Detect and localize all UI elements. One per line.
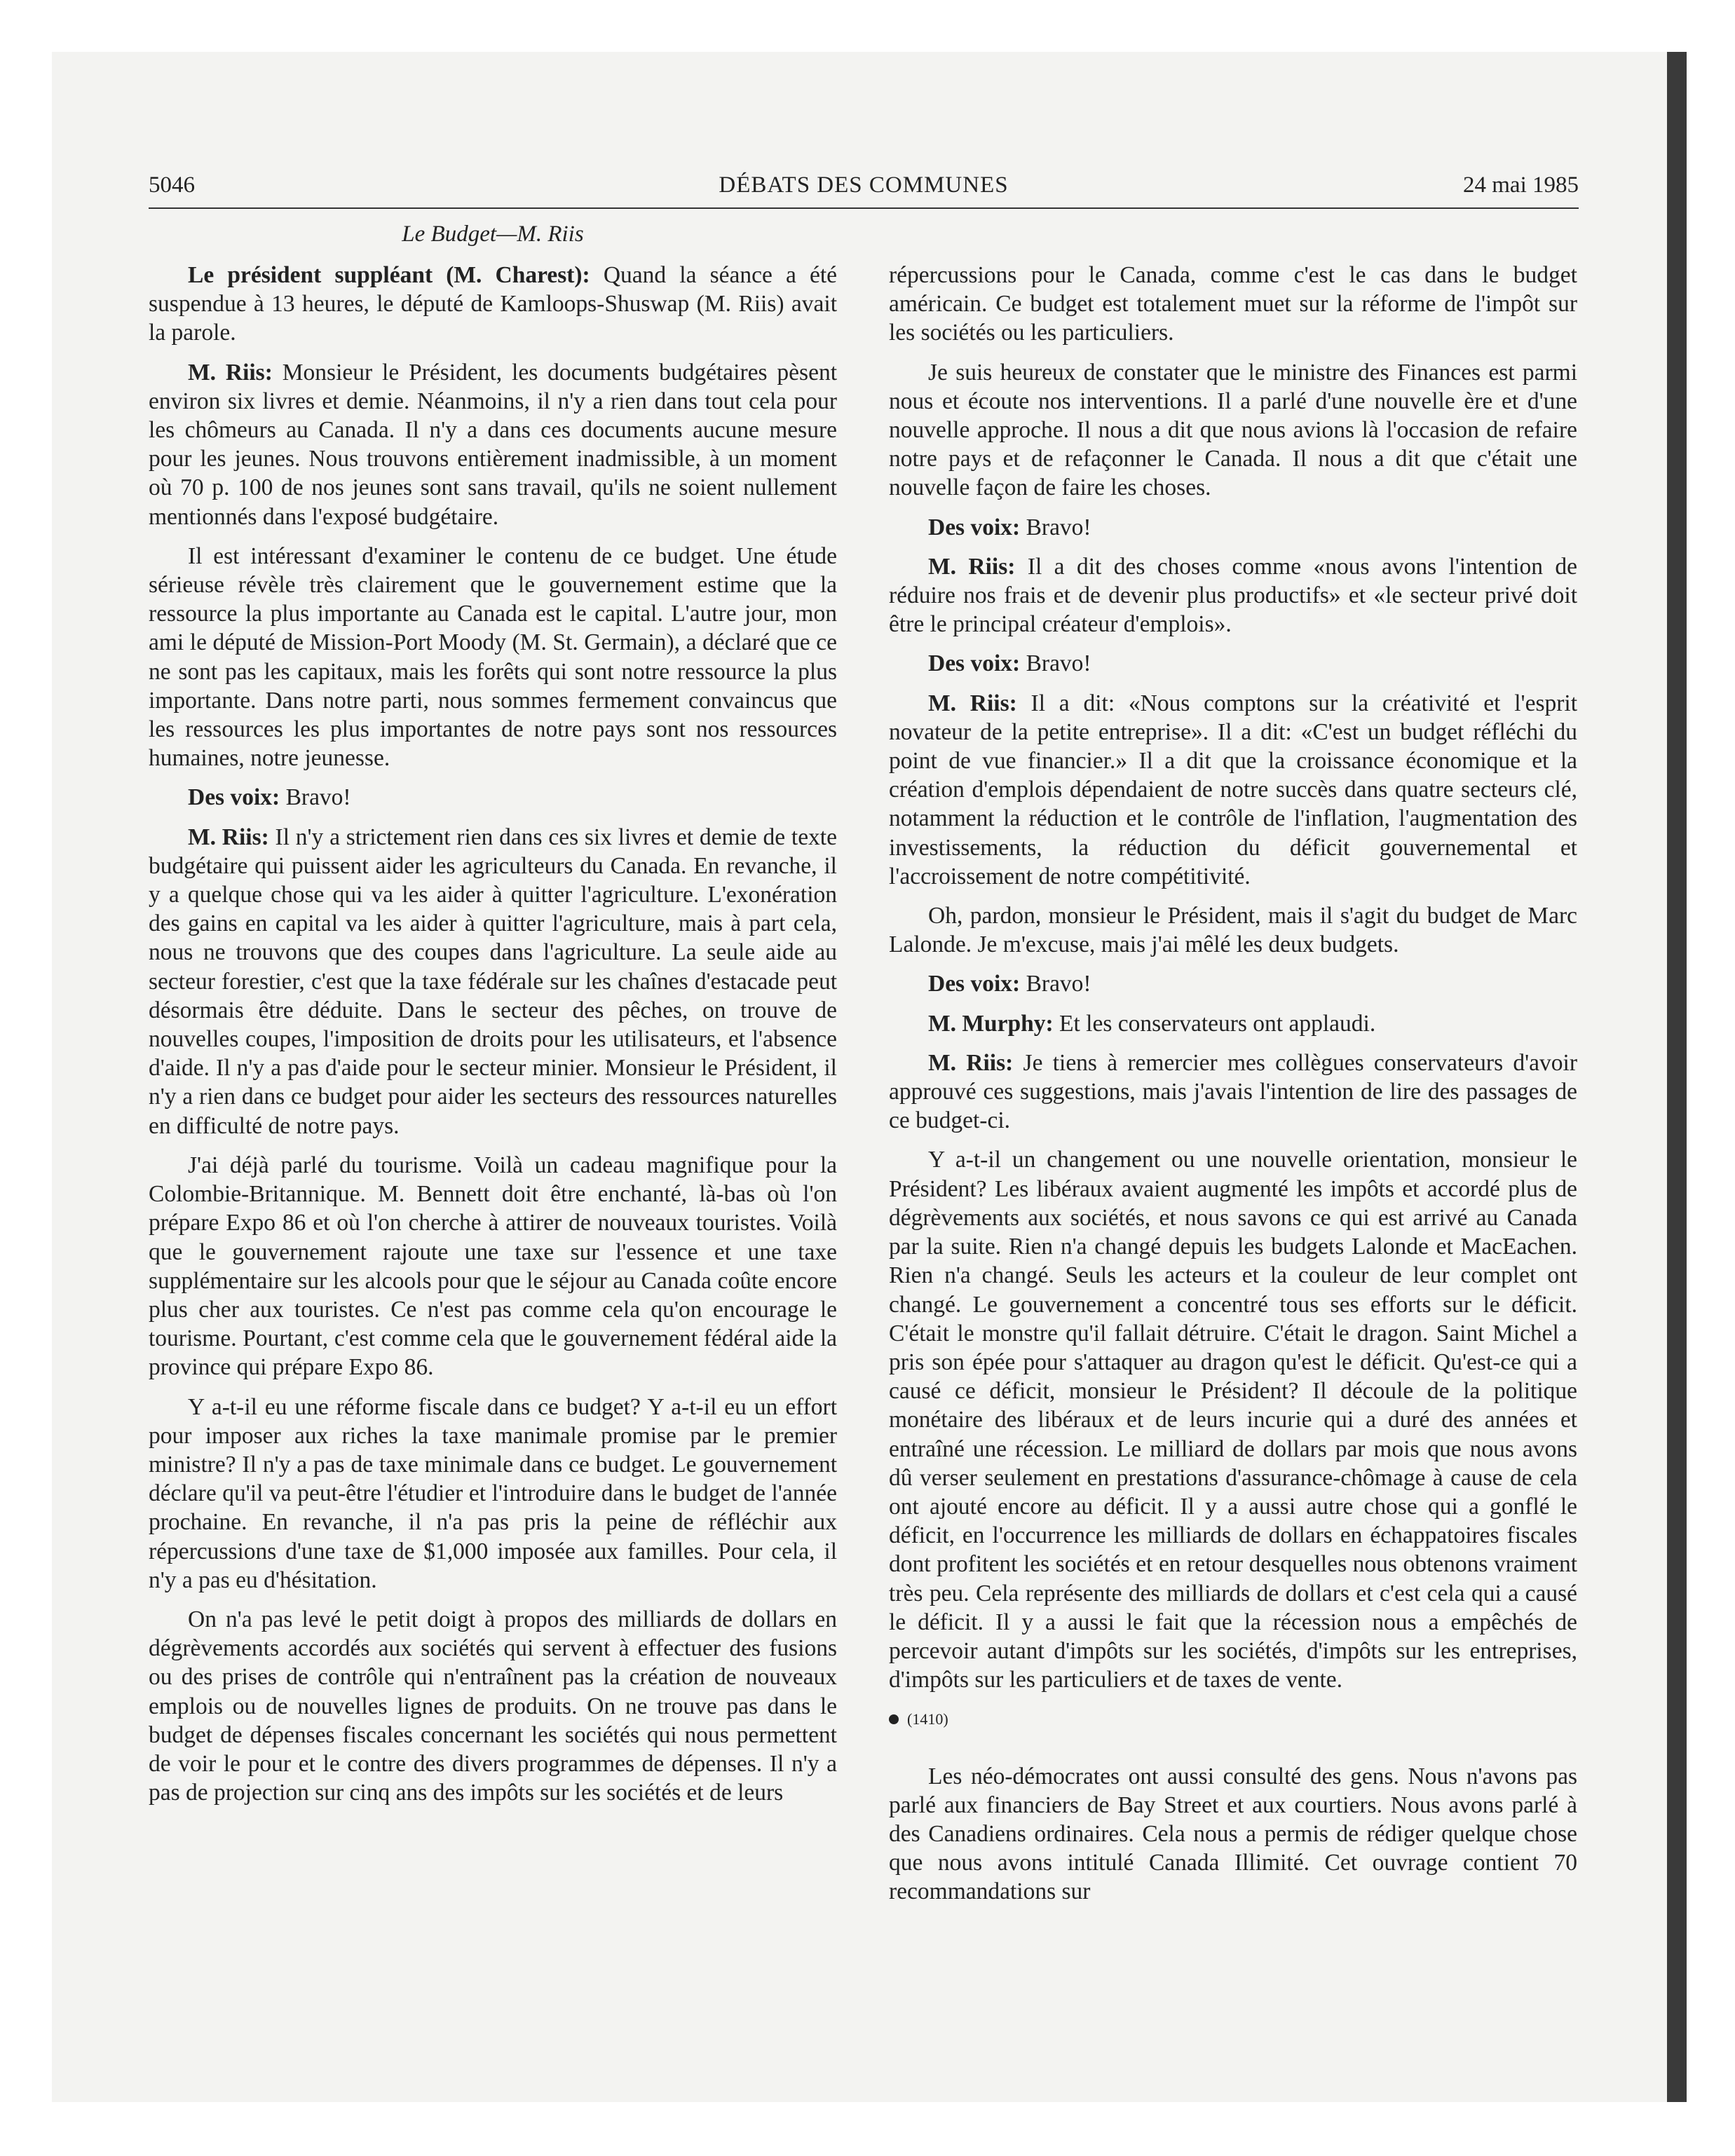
- page-spine-shadow: [1667, 52, 1687, 2102]
- speaker-name: Le président suppléant (M. Charest):: [188, 262, 590, 288]
- paragraph-text: Il est intéressant d'examiner le contenu de ce budget. Une étude sérieuse révèle très clairement que le gouvernement estime que la ressource la plus importante au Canada est le capital. L'autre jour, mon ami le député de Mission-Port Moody (M. St. Germain), a déclaré que ce ne sont pas les capitaux, mais les forêts qui sont notre ressource la plus importante. Dans notre parti, nous sommes fermement convaincus que les ressources les plus importantes de notre pays sont nos ressources humaines, notre jeunesse.: [149, 543, 837, 772]
- paragraph: [889, 689, 1577, 891]
- left-column: [149, 261, 837, 1817]
- paragraph-text: Il a dit: «Nous comptons sur la créativité et l'esprit novateur de la petite entreprise». Il a dit: «C'est un budget réfléchi du point de vue financier.» Il a dit que la croissance économique et la création d'emplois dépendaient de notre succès dans quatre secteurs clé, notamment la réduction et le contrôle de l'inflation, l'augmentation des investissements, la réduction du déficit gouvernemental et l'accroissement de notre compétitivité.: [889, 690, 1577, 889]
- paragraph-text: Il a dit des choses comme «nous avons l'intention de réduire nos frais et de devenir plus productifs» et «le secteur privé doit être le principal créateur d'emplois».: [889, 553, 1577, 638]
- paragraph-text: Y a-t-il eu une réforme fiscale dans ce budget? Y a-t-il eu un effort pour imposer aux riches la taxe manimale promise par le premier ministre? Il n'y a pas de taxe minimale dans ce budget. Le gouvernement déclare qu'il va peut-être l'étudier et l'introduire dans le budget de l'année prochaine. En revanche, il n'a pas pris la peine de réfléchir aux répercussions d'une taxe de $1,000 imposée aux familles. Pour cela, il n'y a pas eu d'hésitation.: [149, 1393, 837, 1593]
- paragraph-text: Monsieur le Président, les documents budgétaires pèsent environ six livres et demie. Néanmoins, il n'y a rien dans tout cela pour les chômeurs au Canada. Il n'y a dans ces documents aucune mesure pour les jeunes. Nous trouvons entièrement inadmissible, à un moment où 70 p. 100 de nos jeunes sont sans travail, qu'ils ne soient nullement mentionnés dans l'exposé budgétaire.: [149, 359, 837, 530]
- paragraph: [889, 261, 1577, 348]
- paragraph-text: Quand la séance a été suspendue à 13 heures, le député de Kamloops-Shuswap (M. Riis) avait la parole.: [149, 262, 837, 346]
- paragraph: [889, 901, 1577, 959]
- paragraph: [149, 1151, 837, 1382]
- paragraph-text: Les néo-démocrates ont aussi consulté des gens. Nous n'avons pas parlé aux financiers de Bay Street et aux courtiers. Nous avons parlé à des Canadiens ordinaires. Cela nous a permis de rédiger quelque chose que nous avons intitulé Canada Illimité. Cet ouvrage contient 70 recommandations sur: [889, 1763, 1577, 1905]
- paragraph: [149, 1393, 837, 1595]
- speaker-name: M. Riis:: [188, 824, 269, 850]
- paragraph-text: Bravo!: [1020, 514, 1091, 540]
- bullet-icon: [889, 1714, 899, 1724]
- paragraph-text: Oh, pardon, monsieur le Président, mais il s'agit du budget de Marc Lalonde. Je m'excuse, mais j'ai mêlé les deux budgets.: [889, 903, 1577, 958]
- speaker-name: M. Riis:: [928, 690, 1017, 716]
- paragraph-text: Bravo!: [1020, 650, 1091, 677]
- paragraph-text: Je suis heureux de constater que le ministre des Finances est parmi nous et écoute nos interventions. Il a parlé d'une nouvelle ère et d'une nouvelle approche. Il nous a dit que nous avions là l'occasion de refaire notre pays et de refaçonner le Canada. Il nous a dit que c'était une nouvelle façon de faire les choses.: [889, 359, 1577, 501]
- paragraph: [149, 823, 837, 1140]
- paragraph: [889, 552, 1577, 639]
- paragraph-text: Y a-t-il un changement ou une nouvelle orientation, monsieur le Président? Les libéraux avaient augmenté les impôts et accordé plus de dégrèvements aux sociétés, et nous savons ce qui est arrivé au Canada par la suite. Rien n'a changé depuis les budgets Lalonde et MacEachen. Rien n'a changé. Seuls les acteurs et la couleur de leur complet ont changé. Le gouvernement a concentré tous ses efforts sur le déficit. C'était le monstre qu'il fallait détruire. C'était le dragon. Saint Michel a pris son épée pour s'attaquer au dragon qu'est le déficit. Qu'est-ce qui a causé ce déficit, monsieur le Président? Il découle de la politique monétaire des libéraux et de leurs incurie qui a duré des années et entraîné une récession. Le milliard de dollars par mois que nous avons dû verser seulement en prestations d'assurance-chômage à cause de cela ont ajouté encore au déficit. Il y a aussi autre chose qui a gonflé le déficit, en l'occurrence les milliards de dollars en échappatoires fiscales dont profitent les sociétés et en retour desquelles nous obtenons vraiment très peu. Cela représente des milliards de dollars et c'est cela qui a causé le déficit. Il y a aussi le fait que la récession nous a empêchés de percevoir autant d'impôts sur les sociétés, d'impôts sur les entreprises, d'impôts sur les particuliers et de taxes de vente.: [889, 1147, 1577, 1693]
- speaker-name: M. Riis:: [928, 553, 1016, 580]
- paragraph: [149, 261, 837, 348]
- paragraph-text: On n'a pas levé le petit doigt à propos des milliards de dollars en dégrèvements accordés aux sociétés qui servent à effectuer des fusions ou des prises de contrôle qui n'entraînent pas la création de nouveaux emplois ou de nouvelles lignes de produits. On ne trouve pas dans le budget de dépenses fiscales concernant les sociétés qui nous permettent de voir le pour et le contre des divers programmes de dépenses. Il n'y a pas de projection sur cinq ans des impôts sur les sociétés et de leurs: [149, 1606, 837, 1806]
- time-marker: [889, 1705, 1577, 1733]
- paragraph-text: Il n'y a strictement rien dans ces six livres et demie de texte budgétaire qui puissent aider les agriculteurs du Canada. En revanche, il y a quelque chose qui va les aider à quitter l'agriculture. L'exonération des gains en capital va les aider à quitter l'agriculture, mais à part cela, nous ne trouvons que des coupes dans l'agriculture. La seule aide au secteur forestier, c'est que la taxe fédérale sur les chaînes d'estacade peut désormais être déduite. Dans le secteur des pêches, on trouve de nouvelles coupes, l'imposition de droits pour les utilisateurs, et l'absence d'aide. Il n'y a pas d'aide pour le secteur minier. Monsieur le Président, il n'y a rien dans ce budget pour aider les secteurs des ressources naturelles en difficulté de notre pays.: [149, 824, 837, 1139]
- paragraph-text: Je tiens à remercier mes collègues conservateurs d'avoir approuvé ces suggestions, mais j'avais l'intention de lire des passages de ce budget-ci.: [889, 1049, 1577, 1134]
- time-marker-label: (1410): [907, 1710, 948, 1728]
- paragraph-text: J'ai déjà parlé du tourisme. Voilà un cadeau magnifique pour la Colombie-Britannique. M. Bennett doit être enchanté, là-bas où l'on prépare Expo 86 et où l'on cherche à attirer de nouveaux touristes. Voilà que le gouvernement rajoute une taxe sur l'essence et une taxe supplémentaire sur les alcools pour que le séjour au Canada coûte encore plus cher aux touristes. Ce n'est pas comme cela qu'on encourage le tourisme. Pourtant, c'est comme cela que le gouvernement fédéral aide la province qui prépare Expo 86.: [149, 1152, 837, 1381]
- speaker-name: M. Riis:: [928, 1049, 1014, 1076]
- paragraph: [889, 513, 1577, 542]
- speaker-name: Des voix:: [928, 650, 1021, 677]
- paragraph-text: Bravo!: [1020, 971, 1091, 997]
- paragraph: [889, 649, 1577, 678]
- running-title: Le Budget—M. Riis: [402, 221, 584, 247]
- speaker-name: M. Murphy:: [928, 1010, 1054, 1037]
- paragraph: [149, 358, 837, 531]
- paragraph: [889, 358, 1577, 503]
- paragraph: [149, 542, 837, 773]
- speaker-name: M. Riis:: [188, 359, 273, 386]
- right-column-top: [889, 261, 1577, 1694]
- paragraph-text: Bravo!: [280, 784, 351, 811]
- paragraph: [149, 1605, 837, 1807]
- page-number: 5046: [149, 172, 195, 198]
- page-date: 24 mai 1985: [1463, 172, 1579, 198]
- paragraph: [889, 969, 1577, 998]
- paragraph-text: Et les conservateurs ont applaudi.: [1053, 1010, 1376, 1037]
- speaker-name: Des voix:: [928, 971, 1021, 997]
- paragraph-text: répercussions pour le Canada, comme c'est le cas dans le budget américain. Ce budget est totalement muet sur la réforme de l'impôt sur les sociétés ou les particuliers.: [889, 262, 1577, 346]
- paragraph: [889, 1145, 1577, 1694]
- right-column: [889, 261, 1577, 1917]
- paragraph: [889, 1049, 1577, 1135]
- page-header: [149, 172, 1579, 209]
- right-column-bottom: [889, 1762, 1577, 1906]
- speaker-name: Des voix:: [928, 514, 1021, 540]
- paragraph: [889, 1009, 1577, 1038]
- publication-title: DÉBATS DES COMMUNES: [719, 172, 1009, 198]
- speaker-name: Des voix:: [188, 784, 280, 811]
- paragraph: [149, 783, 837, 812]
- paragraph: [889, 1762, 1577, 1906]
